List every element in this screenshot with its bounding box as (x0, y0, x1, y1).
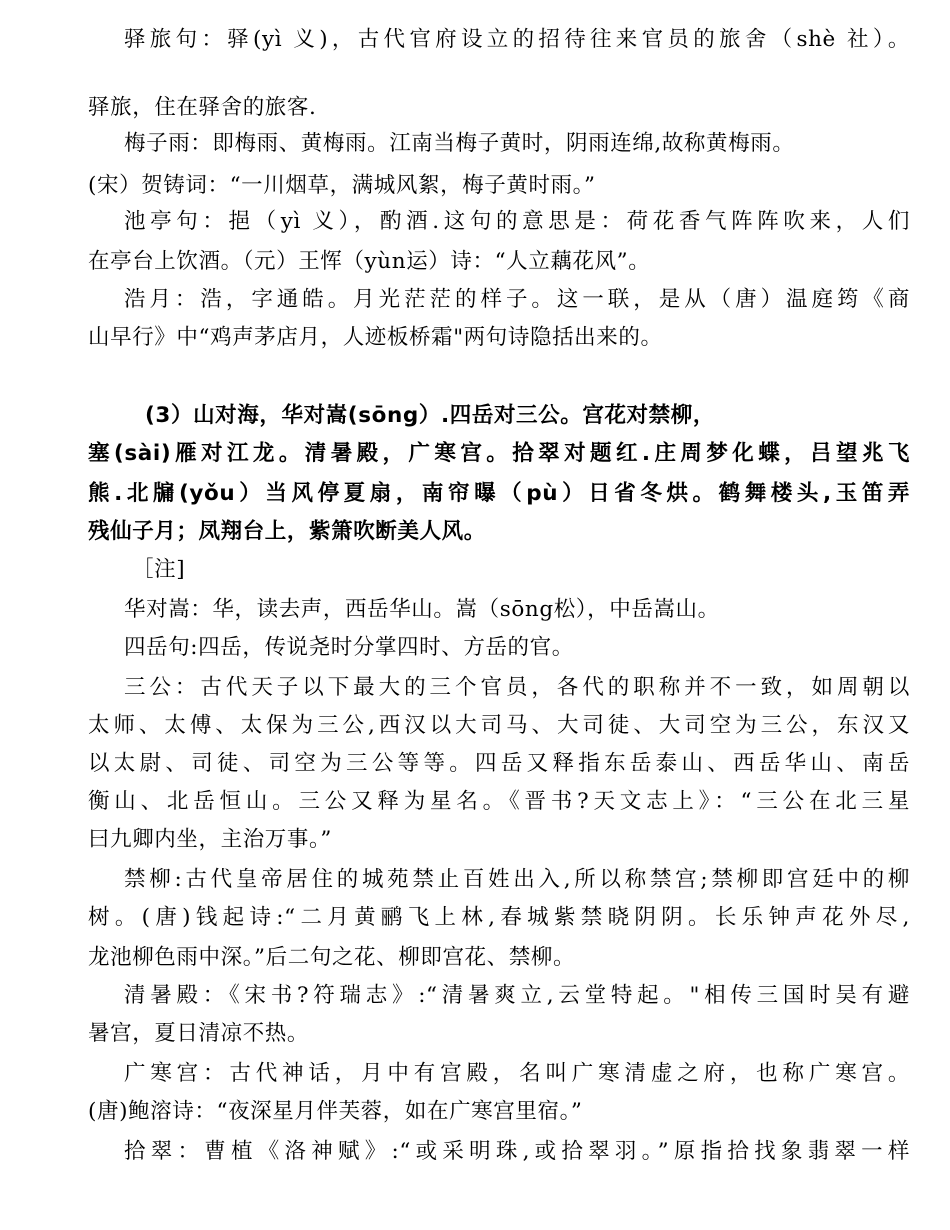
para-yilv-line2: 驿旅，住在驿舍的旅客. (88, 95, 317, 120)
para-chiting-line1: 池亭句：挹（yì 义），酌酒.这句的意思是：荷花香气阵阵吹来，人们 (124, 209, 910, 234)
verse-line2: 塞(sài)雁对江龙。清暑殿，广寒宫。拾翠对题红.庄周梦化蝶，吕望兆飞 (88, 441, 910, 466)
note-jinliu-line3: 龙池柳色雨中深。”后二句之花、柳即宫花、禁柳。 (88, 945, 576, 970)
para-yilv-line1: 驿旅句：驿(yì 义)，古代官府设立的招待往来官员的旅舍（shè 社）。 (124, 27, 910, 52)
note-jinliu-line2: 树。(唐)钱起诗:“二月黄鹂飞上林,春城紫禁晓阴阴。长乐钟声花外尽, (88, 905, 910, 930)
note-guanghangong-line1: 广寒宫：古代神话，月中有宫殿，名叫广寒清虚之府，也称广寒宫。 (124, 1061, 910, 1086)
note-guanghangong-line2: (唐)鲍溶诗：“夜深星月伴芙蓉，如在广寒宫里宿。” (88, 1099, 583, 1124)
verse-line4: 残仙子月；凤翔台上，紫箫吹断美人风。 (88, 519, 486, 544)
note-sangong-line5: 曰九卿内坐，主治万事。” (88, 827, 332, 852)
verse-line1: (3）山对海，华对嵩(sōng）.四岳对三公。宫花对禁柳， (145, 403, 715, 428)
para-haoyue-line2: 山早行》中“鸡声茅店月，人迹板桥霜"两句诗隐括出来的。 (88, 325, 663, 350)
note-qingshudian-line1: 清暑殿：《宋书?符瑞志》:“清暑爽立,云堂特起。"相传三国时吴有避 (124, 983, 910, 1008)
note-huaduisong: 华对嵩：华，读去声，西岳华山。嵩（sōng松），中岳嵩山。 (124, 597, 720, 622)
note-sangong-line1: 三公：古代天子以下最大的三个官员，各代的职称并不一致，如周朝以 (124, 675, 910, 700)
note-label: ［注] (132, 557, 186, 582)
note-shicui-line1: 拾翠：曹植《洛神赋》:“或采明珠,或拾翠羽。”原指拾找象翡翠一样 (124, 1139, 910, 1164)
note-sangong-line3: 以太尉、司徒、司空为三公等等。四岳又释指东岳泰山、西岳华山、南岳 (88, 751, 910, 776)
note-sangong-line4: 衡山、北岳恒山。三公又释为星名。《晋书?天文志上》：“三公在北三星 (88, 789, 910, 814)
note-jinliu-line1: 禁柳:古代皇帝居住的城苑禁止百姓出入,所以称禁宫;禁柳即宫廷中的柳 (124, 867, 910, 892)
note-qingshudian-line2: 暑宫，夏日清凉不热。 (88, 1021, 310, 1046)
note-siyue: 四岳句:四岳，传说尧时分掌四时、方岳的官。 (124, 635, 574, 660)
para-meiziyu-line1: 梅子雨：即梅雨、黄梅雨。江南当梅子黄时，阴雨连绵,故称黄梅雨。 (124, 131, 795, 156)
para-chiting-line2: 在亭台上饮酒。（元）王恽（yùn运）诗：“人立藕花风”。 (88, 249, 651, 274)
para-haoyue-line1: 浩月：浩，字通皓。月光茫茫的样子。这一联，是从（唐）温庭筠《商 (124, 287, 910, 312)
para-meiziyu-line2: (宋）贺铸词：“一川烟草，满城风絮，梅子黄时雨。” (88, 173, 596, 198)
note-sangong-line2: 太师、太傅、太保为三公,西汉以大司马、大司徒、大司空为三公，东汉又 (88, 713, 910, 738)
verse-line3: 熊.北牖(yǒu）当风停夏扇，南帘曝（pù）日省冬烘。鹤舞楼头,玉笛弄 (88, 481, 910, 506)
